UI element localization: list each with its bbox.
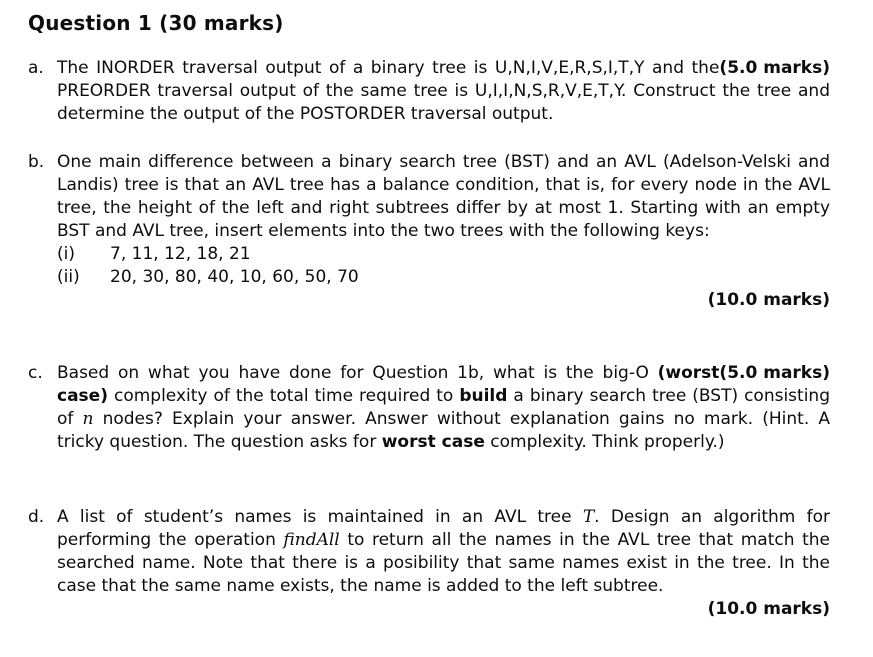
question-item-b bbox=[28, 151, 830, 312]
keys-row-values-i: 7, 11, 12, 18, 21 bbox=[110, 244, 251, 264]
question-item-a bbox=[28, 57, 830, 126]
keys-row-label-ii: (ii) bbox=[57, 267, 80, 287]
marks-line-b bbox=[57, 289, 830, 312]
keys-row-values-ii: 20, 30, 80, 40, 10, 60, 50, 70 bbox=[110, 267, 359, 287]
item-text-a bbox=[57, 57, 830, 126]
item-body-b: One main difference between a binary search tree (BST) and an AVL (Adelson-Velski and Landis) tree is that an AVL tree has a balance condition, that is, for every node in the AVL tree, the height of the left and right subtrees differ by at most 1. Starting with an empty BST and AVL tree, insert elements into the two trees with the following keys: bbox=[57, 152, 830, 241]
marks-line-d bbox=[57, 598, 830, 621]
marks-badge-d: (10.0 marks) bbox=[707, 599, 830, 619]
keys-list bbox=[57, 243, 830, 289]
page-title: Question 1 (30 marks) bbox=[28, 11, 284, 35]
item-body-c: Based on what you have done for Question 1b, what is the big-O (worst case) complexity of the total time required to build a binary search tree (BST) consisting of n nodes? Explain your answer. Answer without explanation gains no mark. (Hint. A tricky question. The question asks for worst case complexity. Think properly.) bbox=[57, 363, 830, 452]
question-item-d bbox=[28, 506, 830, 621]
item-letter-b: b. bbox=[28, 152, 45, 172]
question-item-c bbox=[28, 362, 830, 454]
keys-row-label-i: (i) bbox=[57, 244, 75, 264]
item-text-c bbox=[57, 362, 830, 454]
item-letter-a: a. bbox=[28, 58, 44, 78]
marks-badge-a: (5.0 marks) bbox=[719, 58, 830, 78]
item-body-d: A list of student’s names is maintained in an AVL tree T. Design an algorithm for performing the operation findAll to return all the names in the AVL tree that match the searched name. Note that there is a posibility that same names exist in the tree. In the case that the same name exists, the name is added to the left subtree. bbox=[57, 507, 830, 596]
keys-row-i bbox=[57, 243, 830, 266]
keys-row-ii bbox=[57, 266, 830, 289]
item-letter-c: c. bbox=[28, 363, 43, 383]
item-content-a bbox=[57, 57, 830, 126]
item-content-d bbox=[57, 506, 830, 621]
marks-badge-c: (5.0 marks) bbox=[719, 363, 830, 383]
item-letter-d: d. bbox=[28, 507, 45, 527]
item-text-b bbox=[57, 151, 830, 243]
item-body-a: The INORDER traversal output of a binary tree is U,N,I,V,E,R,S,I,T,Y and the PREORDER traversal output of the same tree is U,I,I,N,S,R,V,E,T,Y. Construct the tree and determine the output of the POSTORDER traversal output. bbox=[57, 58, 830, 124]
marks-badge-b: (10.0 marks) bbox=[707, 290, 830, 310]
item-text-d bbox=[57, 506, 830, 598]
item-content-b bbox=[57, 151, 830, 312]
item-content-c bbox=[57, 362, 830, 454]
